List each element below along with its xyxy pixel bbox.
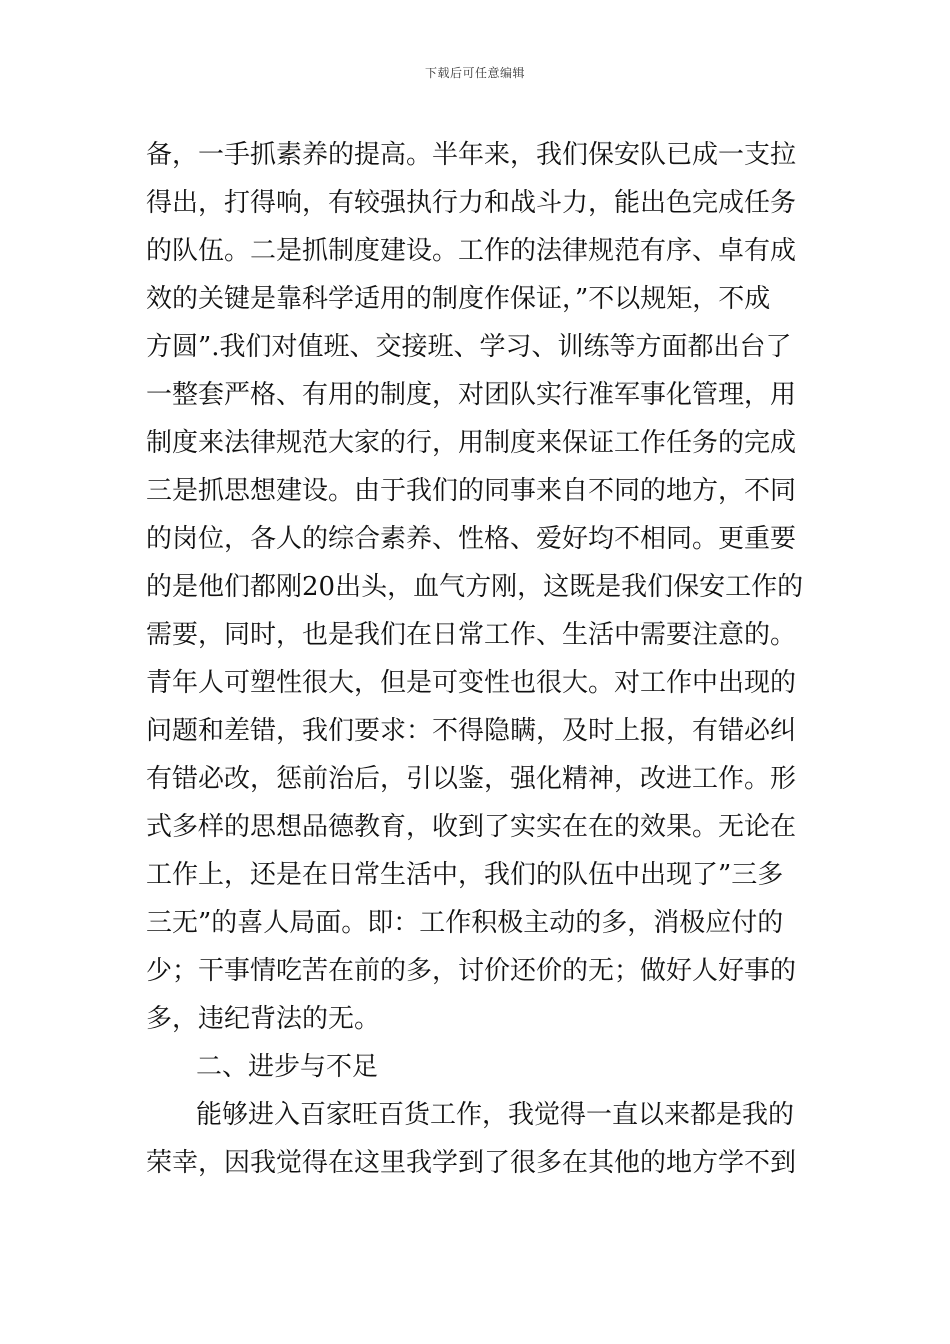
text-line: 多，违纪背法的无。	[146, 1004, 381, 1034]
page-header: 下载后可任意编辑	[424, 66, 525, 80]
section-heading: 二、进步与不足	[196, 1052, 379, 1082]
text-line: 青年人可塑性很大，但是可变性也很大。对工作中出现的	[146, 668, 797, 698]
text-line: 效的关键是靠科学适用的制度作保证，”不以规矩，不成	[146, 284, 771, 314]
text-line: 一整套严格、有用的制度，对团队实行准军事化管理，用	[146, 380, 797, 410]
text-line: 三无”的喜人局面。即：工作积极主动的多，消极应付的	[146, 908, 784, 938]
text-line: 的队伍。二是抓制度建设。工作的法律规范有序、卓有成	[146, 236, 797, 266]
text-line: 得出，打得响，有较强执行力和战斗力，能出色完成任务	[146, 188, 797, 218]
text-line: 荣幸，因我觉得在这里我学到了很多在其他的地方学不到	[146, 1148, 797, 1178]
text-line: 需要，同时，也是我们在日常工作、生活中需要注意的。	[146, 620, 797, 650]
text-line: 能够进入百家旺百货工作，我觉得一直以来都是我的	[196, 1100, 795, 1130]
body-text	[146, 131, 816, 1187]
text-line: 备，一手抓素养的提高。半年来，我们保安队已成一支拉	[146, 140, 797, 170]
text-line: 问题和差错，我们要求：不得隐瞒，及时上报，有错必纠	[146, 716, 797, 746]
text-line: 有错必改，惩前治后，引以鉴，强化精神，改进工作。形	[146, 764, 797, 794]
text-line: 的岗位，各人的综合素养、性格、爱好均不相同。更重要	[146, 524, 797, 554]
text-line: 工作上，还是在日常生活中，我们的队伍中出现了”三多	[146, 860, 784, 890]
text-line: 的是他们都刚20出头，血气方刚，这既是我们保安工作的	[146, 572, 804, 602]
text-line: 式多样的思想品德教育，收到了实实在在的效果。无论在	[146, 812, 797, 842]
text-line: 方圆”.我们对值班、交接班、学习、训练等方面都出台了	[146, 332, 792, 362]
text-line: 制度来法律规范大家的行，用制度来保证工作任务的完成	[146, 428, 797, 458]
text-line: 三是抓思想建设。由于我们的同事来自不同的地方，不同	[146, 476, 797, 506]
text-line: 少；干事情吃苦在前的多，讨价还价的无；做好人好事的	[146, 956, 797, 986]
